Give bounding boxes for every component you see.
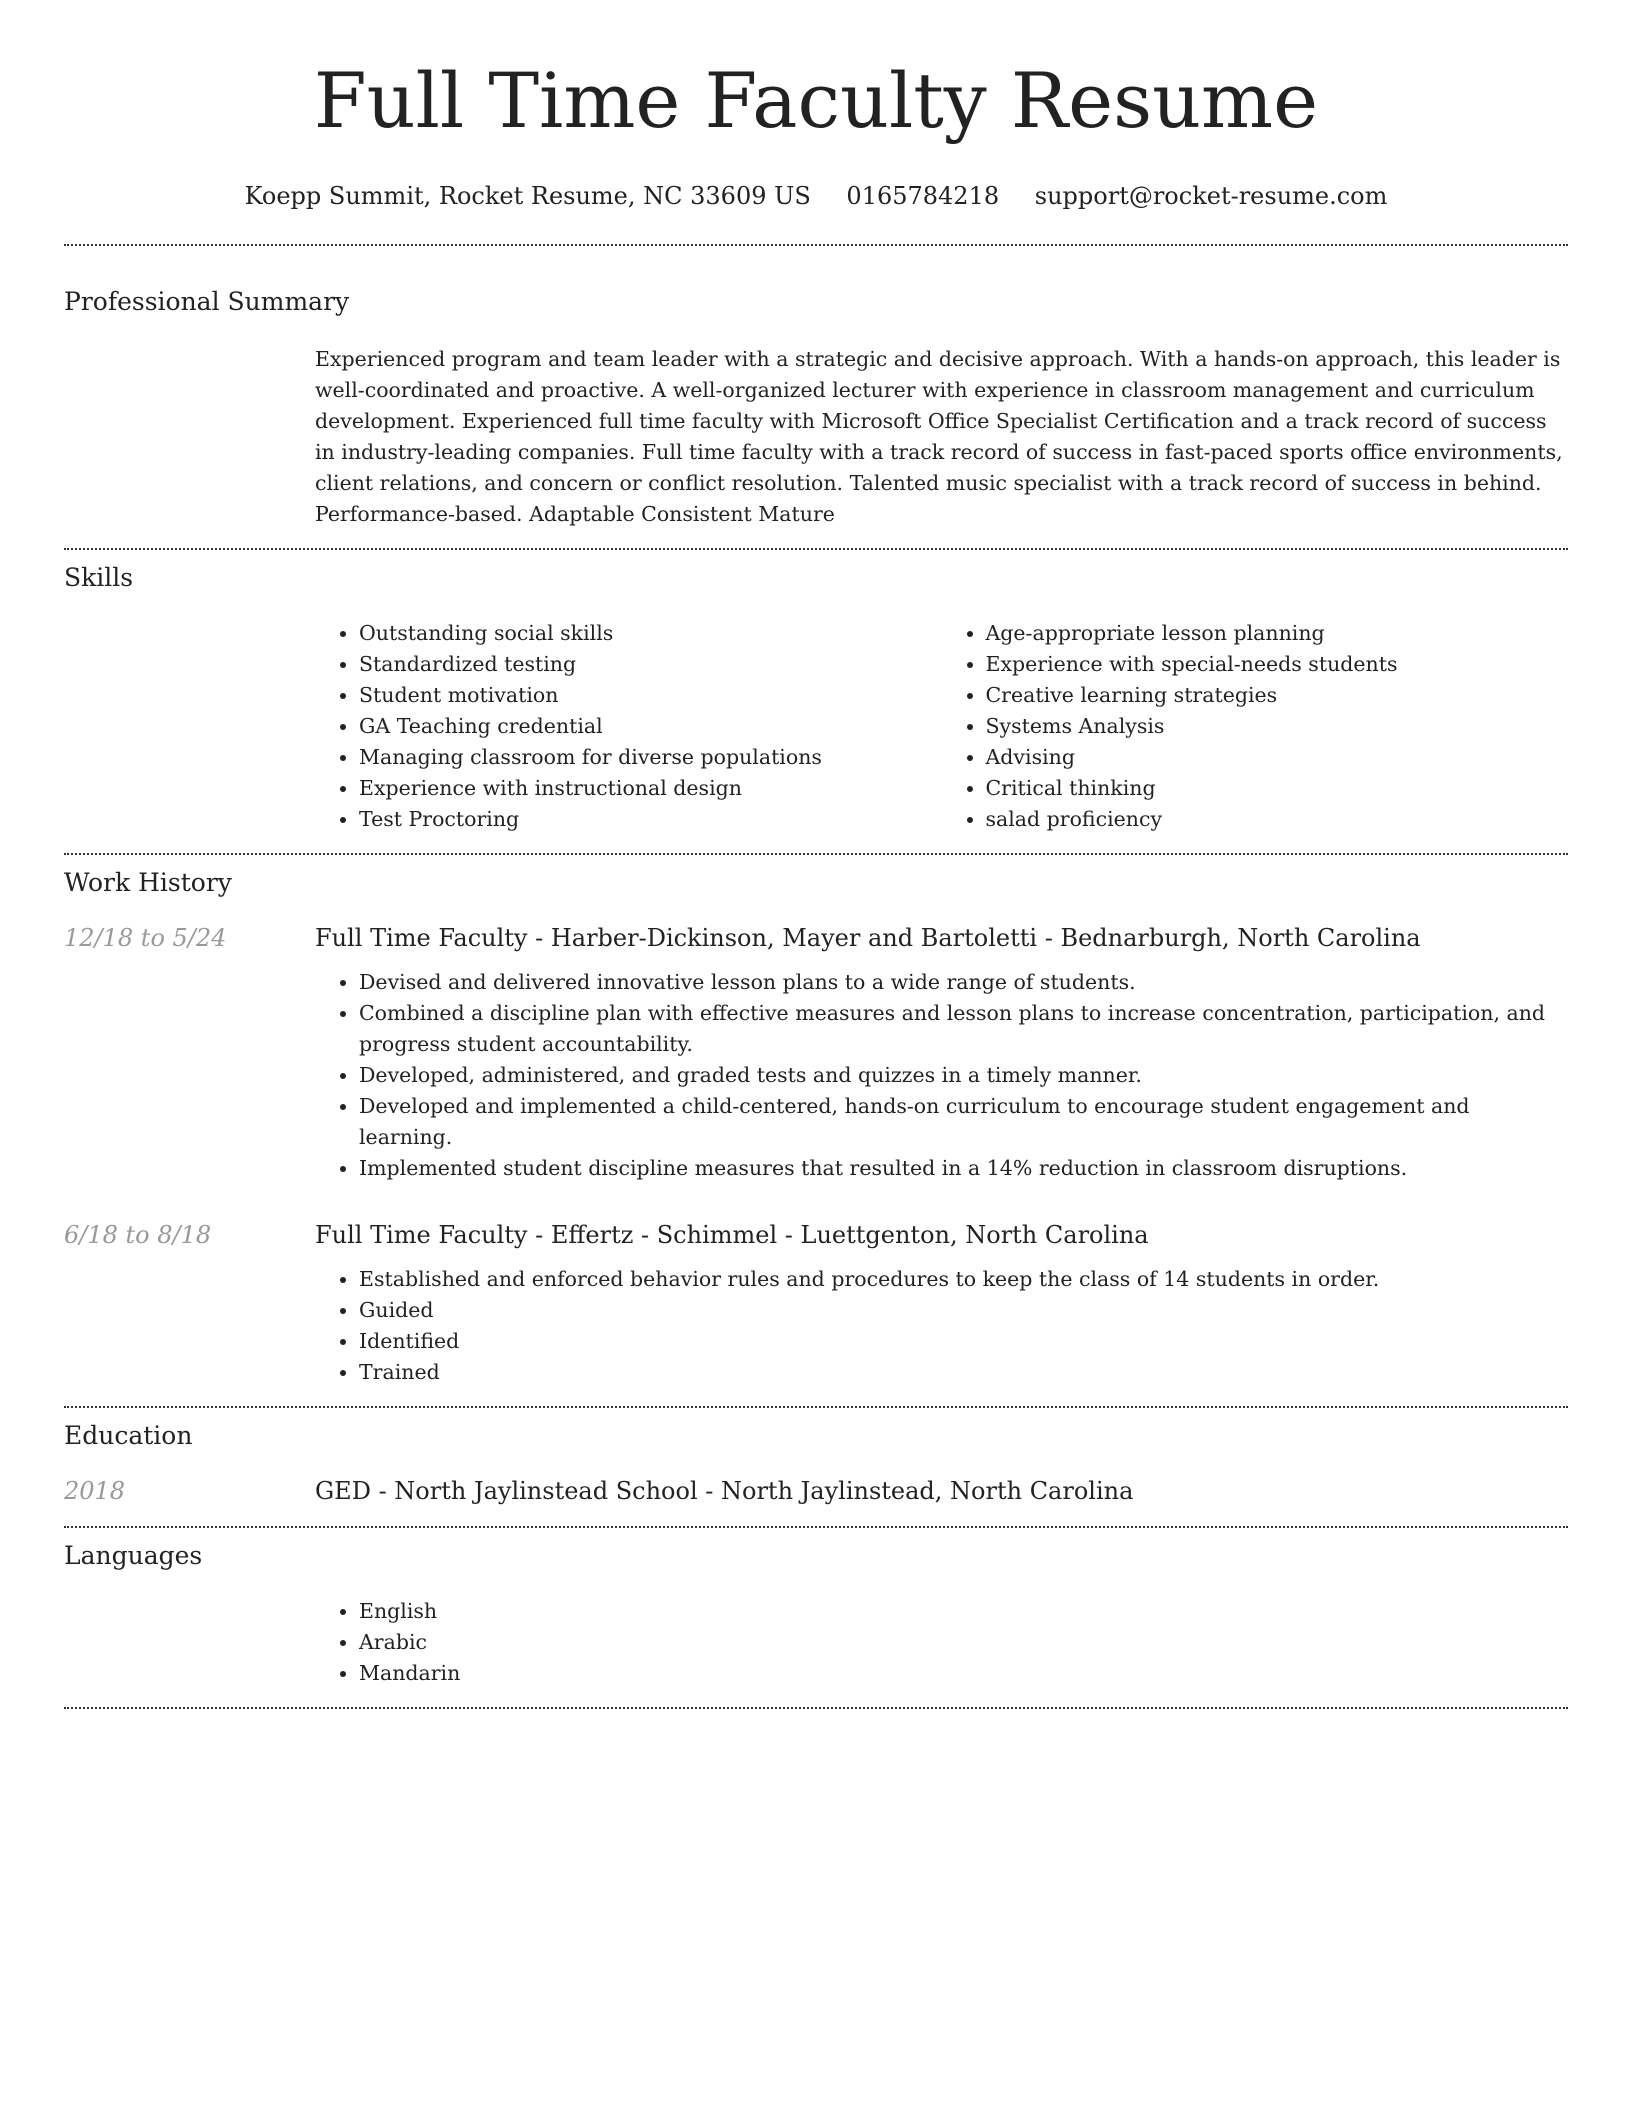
skill-item: • Age-appropriate lesson planning bbox=[986, 618, 1569, 649]
work-history-heading: Work History bbox=[64, 868, 232, 897]
skill-item: • GA Teaching credential bbox=[359, 711, 942, 742]
skills-heading: Skills bbox=[64, 563, 134, 592]
resume-page bbox=[64, 0, 1568, 1709]
skill-item: • Creative learning strategies bbox=[986, 680, 1569, 711]
contact-address: Koepp Summit, Rocket Resume, NC 33609 US bbox=[244, 182, 811, 210]
education-degree: GED - North Jaylinstead School - North Jaylinstead, North Carolina bbox=[315, 1477, 1134, 1505]
section-divider bbox=[64, 1707, 1568, 1709]
job-bullet: • Implemented student discipline measures that resulted in a 14% reduction in classroom disruptions. bbox=[359, 1153, 1568, 1184]
skill-item: • Outstanding social skills bbox=[359, 618, 942, 649]
resume-title: Full Time Faculty Resume bbox=[313, 56, 1319, 145]
skill-item: • Systems Analysis bbox=[986, 711, 1569, 742]
job-bullet: • Established and enforced behavior rules and procedures to keep the class of 14 students in order. bbox=[359, 1264, 1568, 1295]
language-item: • English bbox=[359, 1596, 1568, 1627]
skills-list-right bbox=[942, 618, 1569, 835]
skills-list-left bbox=[315, 618, 942, 835]
job-bullet: • Developed, administered, and graded tests and quizzes in a timely manner. bbox=[359, 1060, 1568, 1091]
contact-line bbox=[64, 180, 1568, 212]
languages-heading: Languages bbox=[64, 1541, 203, 1570]
education-year: 2018 bbox=[64, 1477, 126, 1505]
language-item: • Mandarin bbox=[359, 1658, 1568, 1689]
contact-email: support@rocket-resume.com bbox=[1034, 182, 1388, 210]
education-heading: Education bbox=[64, 1421, 193, 1450]
job-bullet: • Guided bbox=[359, 1295, 1568, 1326]
job-bullet: • Trained bbox=[359, 1357, 1568, 1388]
job-dates: 6/18 to 8/18 bbox=[64, 1221, 212, 1249]
education-entry bbox=[64, 1474, 1568, 1508]
work-history-section bbox=[64, 855, 1568, 1406]
contact-phone: 0165784218 bbox=[846, 182, 1000, 210]
skill-item: • Advising bbox=[986, 742, 1569, 773]
education-section bbox=[64, 1408, 1568, 1526]
summary-section bbox=[64, 246, 1568, 548]
skill-item: • Critical thinking bbox=[986, 773, 1569, 804]
skill-item: • Test Proctoring bbox=[359, 804, 942, 835]
job-title: Full Time Faculty - Harber-Dickinson, Mayer and Bartoletti - Bednarburgh, North Carolina bbox=[315, 924, 1421, 952]
job-bullet: • Combined a discipline plan with effective measures and lesson plans to increase concentration, participation, and progress student accountability. bbox=[359, 998, 1568, 1060]
skills-section bbox=[64, 550, 1568, 853]
skill-item: • Experience with instructional design bbox=[359, 773, 942, 804]
job-dates: 12/18 to 5/24 bbox=[64, 924, 227, 952]
language-item: • Arabic bbox=[359, 1627, 1568, 1658]
languages-section bbox=[64, 1528, 1568, 1707]
skill-item: • salad proficiency bbox=[986, 804, 1569, 835]
summary-text: Experienced program and team leader with a strategic and decisive approach. With a hands-on approach, this leader is well-coordinated and proactive. A well-organized lecturer with experience in classroom management and curriculum development. Experienced full time faculty with Microsoft Office Specialist Certification and a track record of success in industry-leading companies. Full time faculty with a track record of success in fast-paced sports office environments, client relations, and concern or conflict resolution. Talented music specialist with a track record of success in behind. Performance-based. Adaptable Consistent Mature bbox=[315, 347, 1563, 526]
skill-item: • Student motivation bbox=[359, 680, 942, 711]
skills-grid bbox=[315, 618, 1568, 835]
job-bullet: • Devised and delivered innovative lesson plans to a wide range of students. bbox=[359, 967, 1568, 998]
job-bullet: • Identified bbox=[359, 1326, 1568, 1357]
skill-item: • Managing classroom for diverse populations bbox=[359, 742, 942, 773]
languages-list bbox=[315, 1596, 1568, 1689]
skill-item: • Standardized testing bbox=[359, 649, 942, 680]
skill-item: • Experience with special-needs students bbox=[986, 649, 1569, 680]
job-entry bbox=[64, 1218, 1568, 1388]
job-bullets bbox=[315, 967, 1568, 1184]
job-bullets bbox=[315, 1264, 1568, 1388]
summary-heading: Professional Summary bbox=[64, 287, 350, 316]
job-title: Full Time Faculty - Effertz - Schimmel - Luettgenton, North Carolina bbox=[315, 1221, 1149, 1249]
job-bullet: • Developed and implemented a child-centered, hands-on curriculum to encourage student engagement and learning. bbox=[359, 1091, 1568, 1153]
job-entry bbox=[64, 921, 1568, 1184]
